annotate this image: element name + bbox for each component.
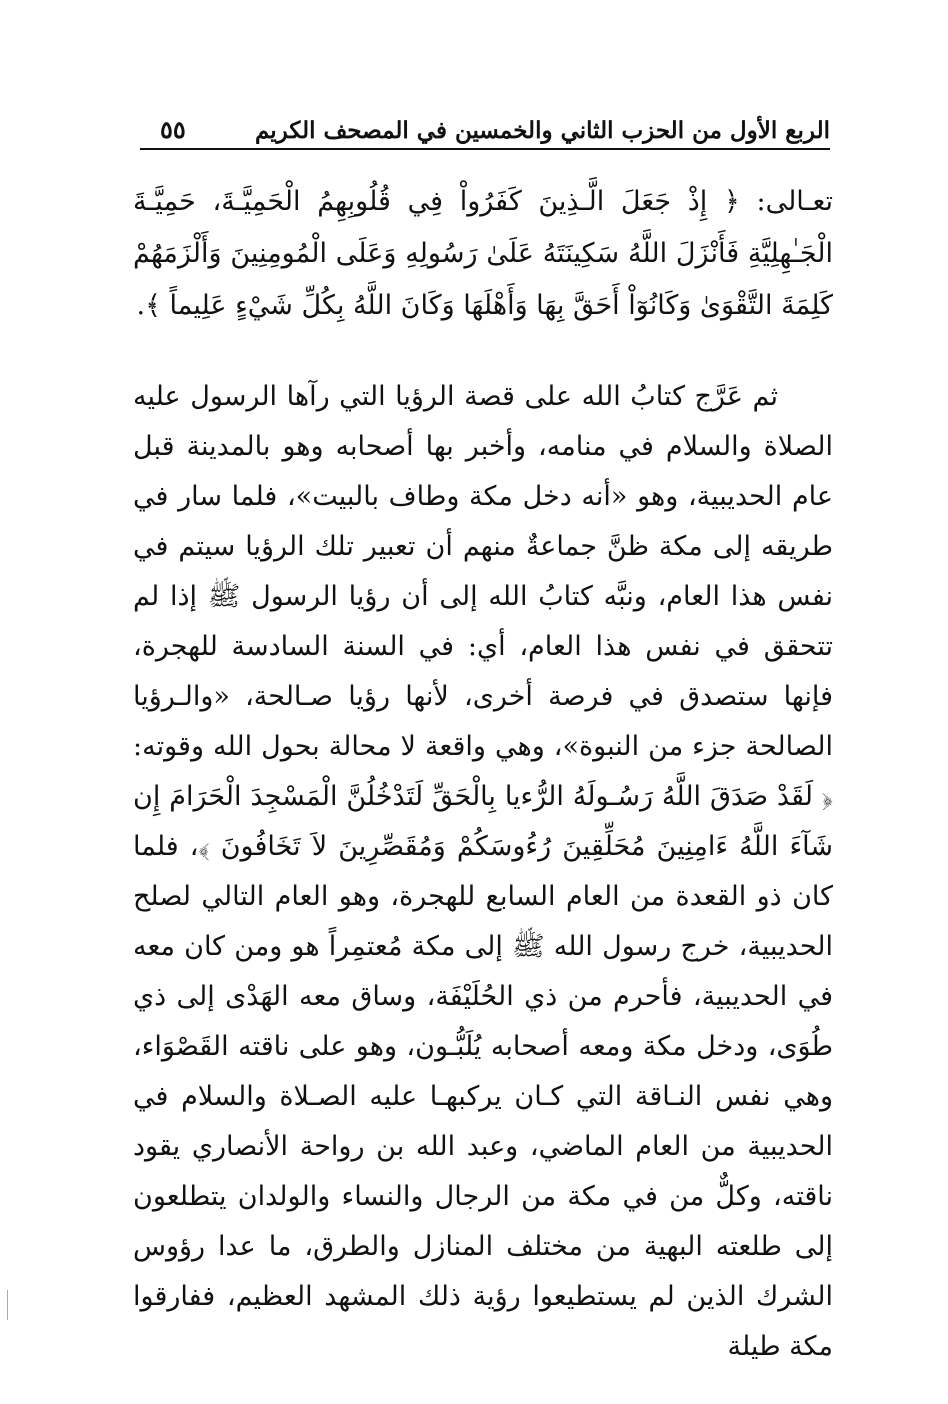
header-title: الربع الأول من الحزب الثاني والخمسين في المصحف الكريم bbox=[254, 117, 830, 144]
body-text bbox=[133, 176, 833, 1372]
running-header bbox=[140, 110, 830, 150]
paragraph-verse: تعـالى: ﴿ إِذْ جَعَلَ الَّـذِينَ كَفَرُواْ فِي قُلُوبِهِمُ الْحَمِيَّـةَ، حَمِيَّـةَ الْجَـٰهِلِيَّةِ فَأَنْزَلَ اللَّهُ سَكِينَتَهُ عَلَىٰ رَسُولِهِ وَعَلَى الْمُومِنِينَ وَأَلْزَمَهُمْ كَلِمَةَ التَّقْوَىٰ وَكَانُوٓاْ أَحَقَّ بِهَا وَأَهْلَهَا وَكَانَ اللَّهُ بِكُلِّ شَيْءٍ عَلِيماً ﴾. bbox=[133, 186, 833, 321]
scan-edge-mark bbox=[7, 1290, 8, 1320]
page-number: ٥٥ bbox=[160, 115, 186, 144]
paragraph-main: ثم عَرَّج كتابُ الله على قصة الرؤيا التي رآها الرسول عليه الصلاة والسلام في منامه، وأخبر بها أصحابه وهو بالمدينة قبل عام الحديبية، وهو «أنه دخل مكة وطاف بالبيت»، فلما سار في طريقه إلى مكة ظنَّ جماعةٌ منهم أن تعبير تلك الرؤيا سيتم في نفس هذا العام، ونبَّه كتابُ الله إلى أن رؤيا الرسول ﷺ إذا لم تتحقق في نفس هذا العام، أي: في السنة السادسة للهجرة، فإنها ستصدق في فرصة أخرى، لأنها رؤيا صـالحة، «والـرؤيا الصالحة جزء من النبوة»، وهي واقعة لا محالة بحول الله وقوته: ﴿ لَقَدْ صَدَقَ اللَّهُ رَسُـولَهُ الرُّءيا بِالْحَقِّ لَتَدْخُلُنَّ الْمَسْجِدَ الْحَرَامَ إِن شَآءَ اللَّهُ ءَامِنِينَ مُحَلِّقِينَ رُءُوسَكُمْ وَمُقَصِّرِينَ لاَ تَخَافُونَ ﴾، فلما كان ذو القعدة من العام السابع للهجرة، وهو العام التالي لصلح الحديبية، خرج رسول الله ﷺ إلى مكة مُعتمِراً هو ومن كان معه في الحديبية، فأحرم من ذي الحُلَيْفَة، وساق معه الهَدْى إلى ذي طُوَى، ودخل مكة ومعه أصحابه يُلَبُّـون، وهو على ناقته القَصْوَاء، وهي نفس النـاقة التي كـان يركبهـا عليه الصـلاة والسلام في الحديبية من العام الماضي، وعبد الله بن رواحة الأنصاري يقود ناقته، وكلٌّ من في مكة من الرجال والنساء والولدان يتطلعون إلى طلعته البهية من مختلف المنازل والطرق، ما عدا رؤوس الشرك الذين لم يستطيعوا رؤية ذلك المشهد العظيم، ففارقوا مكة طيلة bbox=[133, 381, 833, 1362]
